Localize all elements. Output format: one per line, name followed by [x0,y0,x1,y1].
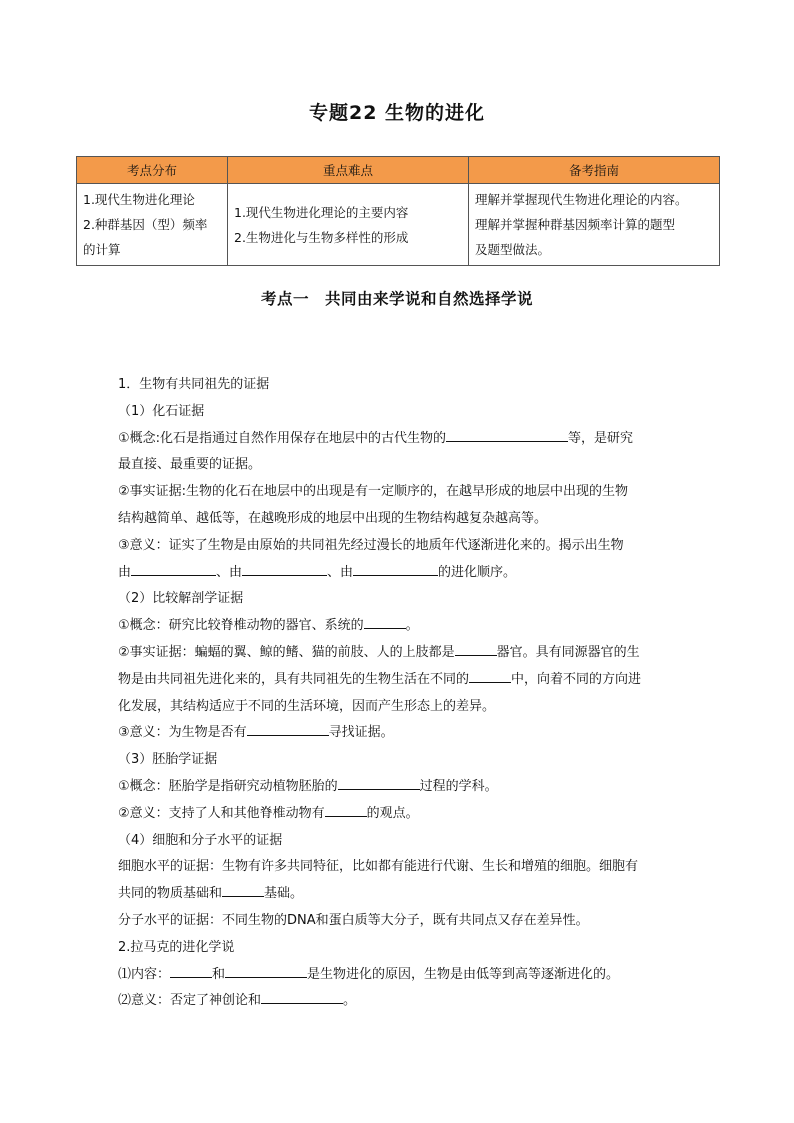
text-span: ③意义：为生物是否有 [118,725,247,741]
text-line: （3）胚胎学证据 [118,752,218,768]
cell-study-guide [469,184,720,266]
text-line [118,774,683,801]
fill-blank [242,561,327,576]
text-span: 物是由共同祖先进化来的，具有共同祖先的生物生活在不同的 [118,671,470,687]
text-span: ⑵意义：否定了神创论和 [118,993,262,1009]
text-span: 寻找证据。 [328,725,394,741]
header-exam-points: 考点分布 [77,157,228,184]
cell-line: 理解并掌握现代生物进化理论的内容。 [475,192,688,207]
text-line: 1．生物有共同祖先的证据 [118,377,270,392]
fill-blank [131,561,216,576]
fill-blank [247,721,329,736]
text-line: 化发展，其结构适应于不同的生活环境，因而产生形态上的差异。 [118,698,496,714]
text-line: 结构越简单、越低等，在越晚形成的地层中出现的生物结构越复杂越高等。 [118,510,548,526]
text-span: ①概念：研究比较脊椎动物的器官、系统的 [118,618,364,634]
header-study-guide: 备考指南 [469,157,720,184]
text-span: 、由 [216,564,243,580]
text-line: ③意义：证实了生物是由原始的共同祖先经过漫长的地质年代逐渐进化来的。揭示出生物 [118,537,624,553]
text-line [118,801,683,828]
text-span: 的观点。 [366,805,419,821]
text-line: （1）化石证据 [118,403,205,419]
text-line: （2）比较解剖学证据 [118,591,244,607]
text-span: 由 [118,564,132,580]
text-span: 的进化顺序。 [438,564,517,580]
text-line: （4）细胞和分子水平的证据 [118,832,283,848]
cell-line: 2.种群基因（型）频率 [83,217,208,232]
text-line [118,667,683,694]
fill-blank [225,963,307,978]
table-row [77,184,720,266]
page-title: 专题22 生物的进化 [308,102,486,124]
text-line [118,426,683,453]
text-line [118,881,683,908]
text-line: 2.拉马克的进化学说 [118,939,235,955]
text-line [118,962,683,989]
text-span: 共同的物质基础和 [118,886,223,902]
section-title: 考点一 共同由来学说和自然选择学说 [260,290,533,308]
text-span: 中，向着不同的方向进 [511,671,642,687]
text-line: ②事实证据:生物的化石在地层中的出现是有一定顺序的，在越早形成的地层中出现的生物 [118,484,629,500]
text-span: 。 [405,618,419,634]
cell-line: 理解并掌握种群基因频率计算的题型 [475,217,676,232]
fill-blank [170,963,212,978]
text-span: 。 [343,993,357,1009]
text-line: 最直接、最重要的证据。 [118,457,262,473]
text-line [118,720,683,747]
text-span: 等，是研究 [568,430,634,446]
text-span: 和 [212,966,226,982]
text-line [118,560,683,587]
fill-blank [469,668,511,683]
text-line: 细胞水平的证据：生物有许多共同特征，比如都有能进行代谢、生长和增殖的细胞。细胞有 [118,859,639,875]
cell-line: 1.现代生物进化理论的主要内容 [234,204,409,220]
text-line: 分子水平的证据：不同生物的DNA和蛋白质等大分子，既有共同点又存在差异性。 [118,912,589,928]
text-span: 过程的学科。 [419,778,498,794]
cell-line: 1.现代生物进化理论 [83,192,195,207]
text-span: 是生物进化的原因，生物是由低等到高等逐渐进化的。 [307,966,620,982]
fill-blank [325,802,367,817]
fill-blank [455,641,497,656]
fill-blank [338,775,420,790]
text-span: ①概念:化石是指通过自然作用保存在地层中的古代生物的 [118,430,447,446]
fill-blank [364,614,406,629]
header-key-difficulties: 重点难点 [228,157,469,184]
text-span: 基础。 [264,886,304,902]
fill-blank [353,561,438,576]
fill-blank [261,989,343,1004]
text-span: ②意义：支持了人和其他脊椎动物有 [118,805,325,821]
text-span: ①概念：胚胎学是指研究动植物胚胎的 [118,778,338,794]
table-header-row [77,157,720,184]
content-body [118,372,683,1015]
fill-blank [446,427,568,442]
cell-line: 及题型做法。 [475,242,551,257]
text-span: ⑴内容： [118,966,171,982]
text-span: ②事实证据：蝙蝠的翼、鲸的鳍、猫的前肢、人的上肢都是 [118,644,455,660]
fill-blank [222,882,264,897]
text-line [118,613,683,640]
cell-key-difficulties [228,184,469,266]
cell-line: 2.生物进化与生物多样性的形成 [234,229,409,245]
cell-line: 的计算 [83,242,121,257]
text-line [118,640,683,667]
text-span: 器官。具有同源器官的生 [496,644,640,660]
cell-exam-points [77,184,228,266]
text-line [118,988,683,1015]
text-span: 、由 [327,564,354,580]
summary-table [76,156,720,266]
